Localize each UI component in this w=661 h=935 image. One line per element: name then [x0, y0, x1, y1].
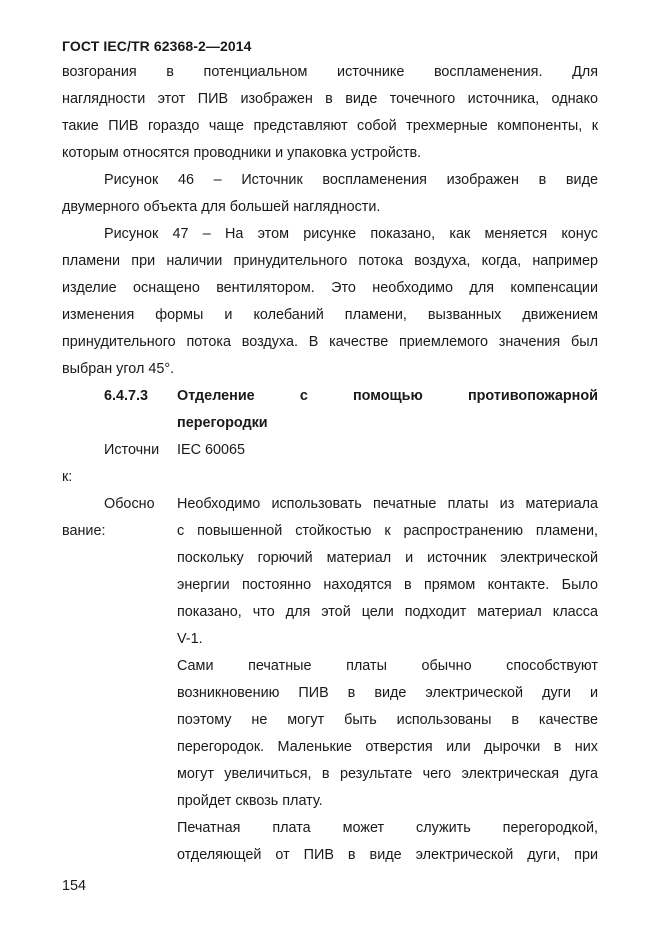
text-line: V-1. [177, 631, 203, 647]
text-line: изменения формы и колебаний пламени, вызванных движением [62, 307, 598, 323]
text-line: поскольку горючий материал и источник электрической [177, 550, 598, 566]
text-line: наглядности этот ПИВ изображен в виде точечного источника, однако [62, 91, 598, 107]
text-line: перегородок. Маленькие отверстия или дырочки в них [177, 739, 598, 755]
text-line: возгорания в потенциальном источнике воспламенения. Для [62, 64, 598, 80]
section-title-continued: перегородки [177, 415, 268, 431]
text-line: Печатная плата может служить перегородкой, [177, 820, 598, 836]
rationale-label-continued: вание: [62, 523, 106, 539]
source-label: Источни [104, 442, 160, 458]
text-line: энергии постоянно находятся в прямом контакте. Было [177, 577, 598, 593]
section-title: Отделение с помощью противопожарной [177, 388, 598, 404]
text-line: показано, что для этой цели подходит материал класса [177, 604, 598, 620]
source-label-continued: к: [62, 469, 73, 485]
text-line: такие ПИВ гораздо чаще представляют собой трехмерные компоненты, к [62, 118, 598, 134]
rationale-label: Обосно [104, 496, 155, 512]
text-line: возникновению ПИВ в виде электрической дуги и [177, 685, 598, 701]
text-line: принудительного потока воздуха. В качестве приемлемого значения был [62, 334, 598, 350]
text-line: которым относятся проводники и упаковка устройств. [62, 145, 422, 161]
page-number: 154 [62, 878, 87, 894]
text-line: с повышенной стойкостью к распространению пламени, [177, 523, 598, 539]
text-line: могут увеличиться, в результате чего электрическая дуга [177, 766, 598, 782]
text-line: Необходимо использовать печатные платы из материала [177, 496, 598, 512]
document-header: ГОСТ IEC/TR 62368-2—2014 [62, 38, 252, 54]
text-line: Рисунок 47 – На этом рисунке показано, как меняется конус [104, 226, 598, 242]
source-value: IEC 60065 [177, 442, 246, 458]
text-line: изделие оснащено вентилятором. Это необходимо для компенсации [62, 280, 598, 296]
text-line: Сами печатные платы обычно способствуют [177, 658, 598, 674]
text-line: отделяющей от ПИВ в виде электрической дуги, при [177, 847, 598, 863]
text-line: поэтому не могут быть использованы в качестве [177, 712, 598, 728]
text-line: пройдет сквозь плату. [177, 793, 323, 809]
text-line: двумерного объекта для большей наглядности. [62, 199, 381, 215]
section-number: 6.4.7.3 [104, 388, 149, 404]
text-line: пламени при наличии принудительного потока воздуха, когда, например [62, 253, 598, 269]
text-line: выбран угол 45°. [62, 361, 175, 377]
text-line: Рисунок 46 – Источник воспламенения изображен в виде [104, 172, 598, 188]
